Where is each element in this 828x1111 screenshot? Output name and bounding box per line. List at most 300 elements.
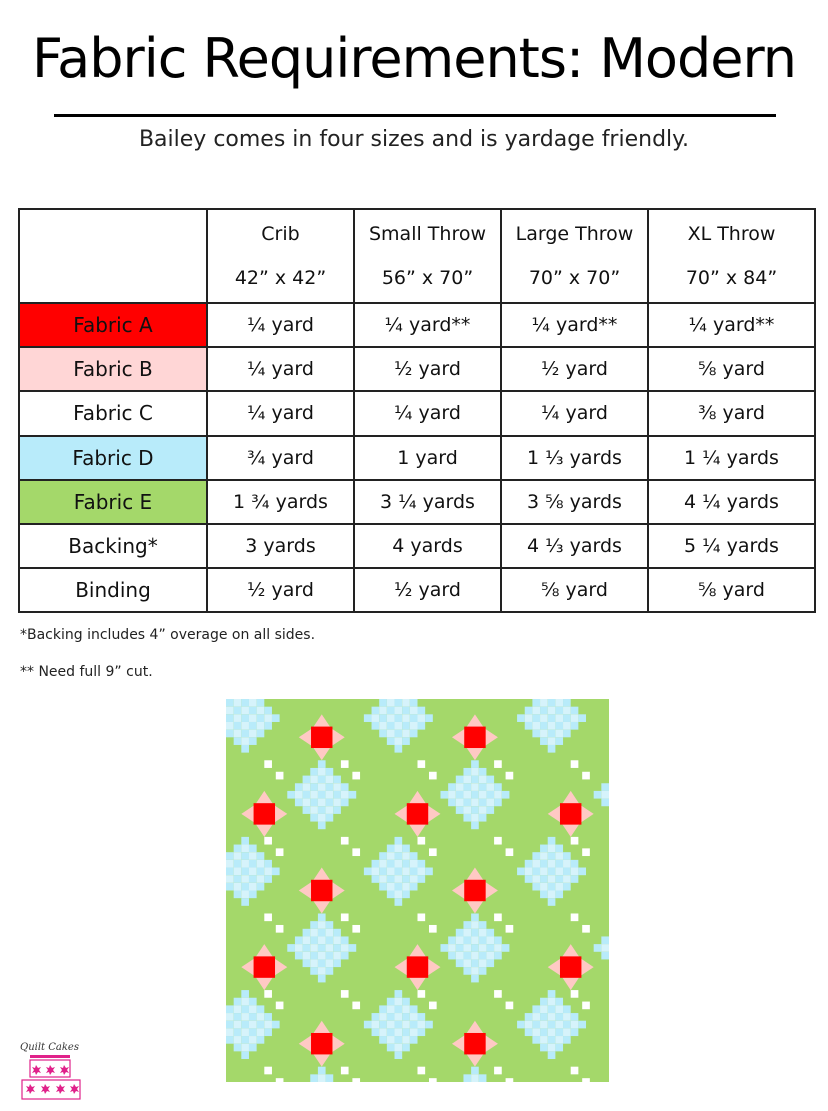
quilt-block-square xyxy=(402,998,410,1006)
quilt-block-square xyxy=(379,875,387,883)
quilt-block-square xyxy=(395,998,403,1006)
quilt-block-square xyxy=(341,783,349,791)
quilt-block-square xyxy=(379,714,387,722)
quilt-block-square xyxy=(532,714,540,722)
quilt-block-square xyxy=(249,1013,257,1021)
quilt-block-square xyxy=(241,860,249,868)
quilt-block-square xyxy=(395,737,403,745)
quilt-block-square xyxy=(540,699,548,707)
quilt-block-square xyxy=(310,936,318,944)
quilt-block-square xyxy=(548,852,556,860)
quilt-block-square xyxy=(234,1036,242,1044)
quilt-block-square xyxy=(479,776,487,784)
quilt-block-square xyxy=(249,714,257,722)
quilt-block-square xyxy=(249,1005,257,1013)
quilt-block-square xyxy=(326,776,334,784)
quilt-block-square xyxy=(257,699,265,707)
quilt-block-square xyxy=(372,1028,380,1036)
quilt-block-square xyxy=(463,1074,471,1082)
quilt-block-square xyxy=(548,714,556,722)
quilt-block-square xyxy=(525,860,533,868)
quilt-block-square xyxy=(387,737,395,745)
quilt-block-square xyxy=(234,998,242,1006)
quilt-block-square xyxy=(563,1005,571,1013)
quilt-block-square xyxy=(364,868,372,876)
quilt-block-square xyxy=(563,1028,571,1036)
quilt-block-square xyxy=(440,944,448,952)
quilt-block-square xyxy=(471,913,479,921)
quilt-block-square xyxy=(532,868,540,876)
quilt-block-square xyxy=(548,1044,556,1052)
quilt-block-square xyxy=(410,1036,418,1044)
quilt-block-square xyxy=(234,875,242,883)
quilt-block-square xyxy=(563,699,571,707)
quilt-block-square xyxy=(379,852,387,860)
quilt-block-square xyxy=(341,791,349,799)
quilt-block-square xyxy=(594,791,602,799)
quilt-block-square xyxy=(264,1028,272,1036)
quilt-block-square xyxy=(525,868,533,876)
quilt-block-square xyxy=(303,944,311,952)
quilt-block-square xyxy=(456,952,464,960)
quilt-block-square xyxy=(226,707,234,715)
quilt-accent-square xyxy=(506,772,514,780)
quilt-block-square xyxy=(395,722,403,730)
column-name: Small Throw xyxy=(368,223,486,246)
quilt-block-square xyxy=(532,707,540,715)
quilt-accent-square xyxy=(494,1067,502,1075)
quilt-block-square xyxy=(310,783,318,791)
table-cell: 1 ¼ yards xyxy=(648,436,815,480)
quilt-block-square xyxy=(479,814,487,822)
quilt-block-square xyxy=(226,730,234,738)
quilt-block-square xyxy=(571,707,579,715)
quilt-accent-square xyxy=(352,848,360,856)
quilt-block-square xyxy=(372,707,380,715)
quilt-accent-square xyxy=(276,925,284,933)
quilt-accent-square xyxy=(571,760,579,768)
quilt-block-square xyxy=(471,814,479,822)
quilt-block-square xyxy=(241,722,249,730)
quilt-block-square xyxy=(418,1021,426,1029)
quilt-block-square xyxy=(555,714,563,722)
quilt-block-square xyxy=(295,783,303,791)
table-cell: ⅝ yard xyxy=(648,347,815,391)
quilt-block-square xyxy=(249,860,257,868)
quilt-block-square xyxy=(318,913,326,921)
quilt-block-square xyxy=(540,1044,548,1052)
quilt-accent-square xyxy=(506,1002,514,1010)
quilt-block-square xyxy=(479,799,487,807)
column-size: 70” x 84” xyxy=(685,267,778,290)
quilt-block-square xyxy=(479,783,487,791)
column-size: 42” x 42” xyxy=(234,267,327,290)
quilt-block-square xyxy=(571,860,579,868)
quilt-block-square xyxy=(540,1028,548,1036)
quilt-block-square xyxy=(333,783,341,791)
quilt-block-square xyxy=(540,883,548,891)
quilt-block-square xyxy=(249,868,257,876)
quilt-block-square xyxy=(257,1021,265,1029)
quilt-block-square xyxy=(226,875,234,883)
quilt-block-square xyxy=(402,845,410,853)
quilt-block-square xyxy=(272,868,280,876)
quilt-accent-square xyxy=(429,1002,437,1010)
quilt-block-square xyxy=(310,1074,318,1082)
quilt-block-square xyxy=(379,883,387,891)
quilt-block-square xyxy=(601,783,609,791)
quilt-block-square xyxy=(525,875,533,883)
column-header-small-throw xyxy=(354,209,501,303)
quilt-star-center xyxy=(560,956,581,977)
quilt-block-square xyxy=(241,845,249,853)
quilt-block-square xyxy=(257,707,265,715)
quilt-accent-square xyxy=(571,913,579,921)
quilt-block-square xyxy=(257,883,265,891)
quilt-block-square xyxy=(326,967,334,975)
quilt-block-square xyxy=(486,929,494,937)
quilt-accent-square xyxy=(418,913,426,921)
quilt-block-square xyxy=(264,707,272,715)
quilt-block-square xyxy=(372,875,380,883)
quilt-block-square xyxy=(540,722,548,730)
quilt-block-square xyxy=(532,1036,540,1044)
quilt-block-square xyxy=(387,1028,395,1036)
quilt-accent-square xyxy=(582,925,590,933)
quilt-block-square xyxy=(310,791,318,799)
quilt-block-square xyxy=(540,1021,548,1029)
table-cell: ¼ yard xyxy=(354,391,501,435)
quilt-block-square xyxy=(264,1021,272,1029)
quilt-block-square xyxy=(494,944,502,952)
quilt-block-square xyxy=(479,967,487,975)
quilt-block-square xyxy=(295,952,303,960)
quilt-accent-square xyxy=(418,1067,426,1075)
quilt-block-square xyxy=(249,1044,257,1052)
quilt-block-square xyxy=(387,860,395,868)
quilt-block-square xyxy=(333,929,341,937)
quilt-block-square xyxy=(234,699,242,707)
quilt-block-square xyxy=(555,1036,563,1044)
quilt-block-square xyxy=(563,722,571,730)
table-cell: ¼ yard** xyxy=(501,303,648,347)
quilt-block-square xyxy=(463,799,471,807)
quilt-block-square xyxy=(303,806,311,814)
quilt-block-square xyxy=(226,883,234,891)
quilt-block-square xyxy=(410,730,418,738)
quilt-block-square xyxy=(333,776,341,784)
quilt-accent-square xyxy=(571,1067,579,1075)
quilt-block-square xyxy=(555,845,563,853)
table-row-fabric-a xyxy=(19,303,815,347)
table-cell: ¼ yard xyxy=(207,303,354,347)
quilt-block-square xyxy=(563,883,571,891)
quilt-block-square xyxy=(318,768,326,776)
quilt-block-square xyxy=(226,722,234,730)
quilt-block-square xyxy=(387,1005,395,1013)
quilt-block-square xyxy=(264,875,272,883)
quilt-block-square xyxy=(540,707,548,715)
quilt-block-square xyxy=(425,1021,433,1029)
quilt-accent-square xyxy=(352,772,360,780)
quilt-accent-square xyxy=(264,760,272,768)
quilt-block-square xyxy=(525,1021,533,1029)
quilt-block-square xyxy=(548,699,556,707)
table-cell: 1 ¾ yards xyxy=(207,480,354,524)
quilt-block-square xyxy=(486,799,494,807)
quilt-block-square xyxy=(387,1013,395,1021)
quilt-block-square xyxy=(486,944,494,952)
quilt-block-square xyxy=(295,936,303,944)
quilt-block-square xyxy=(440,791,448,799)
column-name: Large Throw xyxy=(515,223,634,246)
quilt-block-square xyxy=(387,1021,395,1029)
quilt-block-square xyxy=(402,1021,410,1029)
quilt-block-square xyxy=(471,936,479,944)
quilt-block-square xyxy=(410,1028,418,1036)
quilt-accent-square xyxy=(276,1078,284,1082)
quilt-block-square xyxy=(310,814,318,822)
quilt-block-square xyxy=(532,1005,540,1013)
quilt-block-square xyxy=(601,952,609,960)
quilt-block-square xyxy=(318,783,326,791)
quilt-block-square xyxy=(264,860,272,868)
quilt-block-square xyxy=(295,799,303,807)
quilt-star-center xyxy=(464,1033,485,1054)
quilt-block-square xyxy=(548,1005,556,1013)
quilt-block-square xyxy=(249,883,257,891)
quilt-block-square xyxy=(249,891,257,899)
quilt-block-square xyxy=(310,799,318,807)
quilt-block-square xyxy=(379,707,387,715)
quilt-block-square xyxy=(471,1067,479,1075)
quilt-block-square xyxy=(395,1044,403,1052)
quilt-block-square xyxy=(571,722,579,730)
quilt-accent-square xyxy=(494,990,502,998)
table-row-binding xyxy=(19,568,815,612)
quilt-block-square xyxy=(395,845,403,853)
quilt-block-square xyxy=(264,722,272,730)
quilt-block-square xyxy=(571,1021,579,1029)
quilt-block-square xyxy=(471,944,479,952)
quilt-block-square xyxy=(379,1036,387,1044)
quilt-block-square xyxy=(578,1021,586,1029)
quilt-block-square xyxy=(326,768,334,776)
quilt-block-square xyxy=(463,944,471,952)
quilt-block-square xyxy=(318,814,326,822)
svg-text:Quilt Cakes: Quilt Cakes xyxy=(20,1042,79,1053)
quilt-block-square xyxy=(494,783,502,791)
table-cell: ⅜ yard xyxy=(648,391,815,435)
quilt-block-square xyxy=(418,707,426,715)
quilt-block-square xyxy=(410,714,418,722)
quilt-block-square xyxy=(241,730,249,738)
quilt-block-square xyxy=(471,783,479,791)
quilt-block-square xyxy=(241,1005,249,1013)
quilt-block-square xyxy=(395,875,403,883)
quilt-block-square xyxy=(471,1074,479,1082)
quilt-block-square xyxy=(479,959,487,967)
quilt-block-square xyxy=(540,714,548,722)
quilt-block-square xyxy=(395,707,403,715)
quilt-block-square xyxy=(448,944,456,952)
quilt-block-square xyxy=(241,745,249,753)
quilt-block-square xyxy=(249,845,257,853)
quilt-block-square xyxy=(349,944,357,952)
quilt-block-square xyxy=(326,936,334,944)
quilt-block-square xyxy=(410,722,418,730)
quilt-accent-square xyxy=(341,913,349,921)
quilt-block-square xyxy=(532,722,540,730)
quilt-block-square xyxy=(234,730,242,738)
quilt-block-square xyxy=(310,776,318,784)
quilt-block-square xyxy=(395,852,403,860)
quilt-block-square xyxy=(555,883,563,891)
quilt-block-square xyxy=(463,936,471,944)
quilt-block-square xyxy=(486,776,494,784)
page-subtitle: Bailey comes in four sizes and is yardage friendly. xyxy=(138,127,690,152)
table-cell: ½ yard xyxy=(354,568,501,612)
quilt-block-square xyxy=(395,1013,403,1021)
quilt-block-square xyxy=(418,722,426,730)
quilt-star-center xyxy=(311,727,332,748)
quilt-accent-square xyxy=(582,1002,590,1010)
quilt-block-square xyxy=(387,875,395,883)
quilt-block-square xyxy=(226,1005,234,1013)
quilt-block-square xyxy=(226,1036,234,1044)
quilt-block-square xyxy=(555,730,563,738)
quilt-block-square xyxy=(333,799,341,807)
quilt-block-square xyxy=(241,852,249,860)
table-row-fabric-b xyxy=(19,347,815,391)
quilt-block-square xyxy=(540,875,548,883)
fabric-requirements-table xyxy=(18,208,816,613)
quilt-block-square xyxy=(571,1028,579,1036)
row-label: Fabric C xyxy=(19,391,207,435)
quilt-accent-square xyxy=(352,1078,360,1082)
quilt-accent-square xyxy=(429,925,437,933)
quilt-block-square xyxy=(471,768,479,776)
quilt-block-square xyxy=(234,1021,242,1029)
quilt-block-square xyxy=(318,791,326,799)
quilt-block-square xyxy=(318,975,326,983)
quilt-block-square xyxy=(563,730,571,738)
quilt-block-square xyxy=(333,806,341,814)
quilt-block-square xyxy=(418,868,426,876)
quilt-block-square xyxy=(571,868,579,876)
quilt-block-square xyxy=(525,714,533,722)
quilt-accent-square xyxy=(341,990,349,998)
table-cell: ¼ yard xyxy=(501,391,648,435)
quilt-block-square xyxy=(555,1044,563,1052)
quilt-block-square xyxy=(372,1013,380,1021)
quilt-block-square xyxy=(395,730,403,738)
table-cell: ¼ yard** xyxy=(648,303,815,347)
quilt-block-square xyxy=(486,783,494,791)
quilt-block-square xyxy=(226,860,234,868)
quilt-accent-square xyxy=(264,990,272,998)
quilt-block-square xyxy=(249,722,257,730)
quilt-block-square xyxy=(471,959,479,967)
quilt-block-square xyxy=(241,837,249,845)
quilt-block-square xyxy=(310,967,318,975)
row-label: Binding xyxy=(19,568,207,612)
quilt-block-square xyxy=(234,1005,242,1013)
quilt-block-square xyxy=(463,921,471,929)
quilt-block-square xyxy=(395,990,403,998)
table-row-fabric-d xyxy=(19,436,815,480)
quilt-accent-square xyxy=(429,772,437,780)
quilt-block-square xyxy=(463,814,471,822)
quilt-block-square xyxy=(303,936,311,944)
quilt-block-square xyxy=(525,1028,533,1036)
quilt-block-square xyxy=(456,936,464,944)
quilt-block-square xyxy=(402,707,410,715)
table-cell: 1 yard xyxy=(354,436,501,480)
quilt-block-square xyxy=(249,699,257,707)
quilt-block-square xyxy=(418,1028,426,1036)
quilt-block-square xyxy=(578,868,586,876)
quilt-block-square xyxy=(463,783,471,791)
table-cell: ¼ yard** xyxy=(354,303,501,347)
quilt-block-square xyxy=(402,868,410,876)
table-cell: ½ yard xyxy=(207,568,354,612)
quilt-star-center xyxy=(407,956,428,977)
quilt-block-square xyxy=(387,730,395,738)
quilt-block-square xyxy=(226,714,234,722)
table-cell: 3 ¼ yards xyxy=(354,480,501,524)
quilt-accent-square xyxy=(264,1067,272,1075)
quilt-block-square xyxy=(395,898,403,906)
quilt-accent-square xyxy=(571,990,579,998)
quilt-block-square xyxy=(456,783,464,791)
quilt-block-square xyxy=(548,837,556,845)
quilt-block-square xyxy=(318,929,326,937)
quilt-block-square xyxy=(555,860,563,868)
quilt-block-square xyxy=(234,868,242,876)
table-row-fabric-e xyxy=(19,480,815,524)
quilt-block-square xyxy=(601,944,609,952)
quilt-block-square xyxy=(364,714,372,722)
quilt-block-square xyxy=(540,1013,548,1021)
quilt-block-square xyxy=(372,714,380,722)
table-cell: ⅝ yard xyxy=(648,568,815,612)
quilt-block-square xyxy=(249,998,257,1006)
quilt-block-square xyxy=(425,868,433,876)
quilt-block-square xyxy=(303,799,311,807)
title-divider xyxy=(54,114,776,117)
quilt-block-square xyxy=(379,1028,387,1036)
quilt-accent-square xyxy=(276,1002,284,1010)
quilt-block-square xyxy=(479,768,487,776)
quilt-accent-square xyxy=(341,760,349,768)
quilt-block-square xyxy=(532,730,540,738)
quilt-accent-square xyxy=(264,837,272,845)
quilt-block-square xyxy=(494,791,502,799)
quilt-block-square xyxy=(241,891,249,899)
quilt-block-square xyxy=(410,860,418,868)
footnote-backing: *Backing includes 4” overage on all sides. xyxy=(20,627,316,643)
quilt-block-square xyxy=(234,714,242,722)
quilt-block-square xyxy=(548,868,556,876)
quilt-block-square xyxy=(448,936,456,944)
quilt-block-square xyxy=(463,952,471,960)
quilt-block-square xyxy=(410,883,418,891)
quilt-block-square xyxy=(387,714,395,722)
quilt-block-square xyxy=(395,1051,403,1059)
quilt-block-square xyxy=(234,860,242,868)
quilt-block-square xyxy=(395,1028,403,1036)
